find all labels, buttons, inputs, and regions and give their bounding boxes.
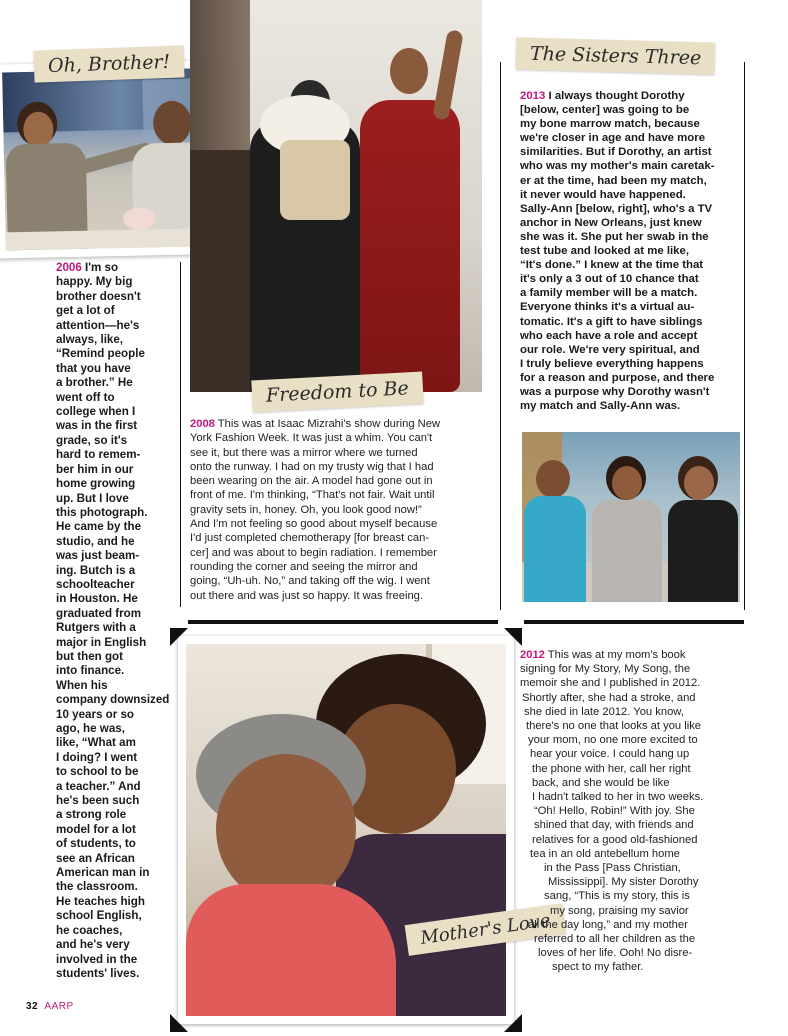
text-line: graduated from bbox=[56, 606, 142, 620]
text-line: er at the time, had been my match, bbox=[520, 174, 707, 187]
text-line: get a lot of bbox=[56, 304, 115, 318]
text-line: see an African bbox=[56, 851, 135, 865]
sisters-tape-label: The Sisters Three bbox=[516, 37, 716, 74]
text-line: up. But I love bbox=[56, 491, 129, 505]
text-line: major in English bbox=[56, 635, 147, 649]
text-line: company downsized bbox=[56, 693, 170, 707]
text-line: studio, and he bbox=[56, 534, 135, 548]
text-line: gravity sets in, honey. Oh, you look good now!” bbox=[190, 503, 422, 516]
text-line: American man in bbox=[56, 866, 150, 880]
column-rule-far-right bbox=[744, 62, 745, 610]
text-line: happy. My big bbox=[56, 275, 133, 289]
text-line: always, like, bbox=[56, 333, 124, 347]
text-line: [below, center] was going to be bbox=[520, 104, 690, 117]
text-line: “It's done.” I knew at the time that bbox=[520, 259, 704, 272]
text-line: When his bbox=[56, 678, 108, 692]
text-line: into finance. bbox=[56, 664, 125, 678]
oh-brother-year: 2006 bbox=[56, 261, 82, 274]
text-line: our role. We're very spiritual, and bbox=[520, 343, 700, 356]
text-line: see it, but there was a mirror where we turned bbox=[190, 446, 418, 459]
freedom-year: 2008 bbox=[190, 418, 215, 430]
text-line: back, and she would be like bbox=[532, 776, 670, 789]
text-line: tomatic. It's a gift to have siblings bbox=[520, 315, 703, 328]
text-line: he coaches, bbox=[56, 923, 123, 937]
text-line: I hadn't talked to her in two weeks. bbox=[532, 791, 704, 804]
text-line: been wearing on the air. A model had gone out in bbox=[190, 475, 433, 488]
text-line: we're closer in age and have more bbox=[520, 132, 706, 145]
section-rule-right bbox=[524, 620, 744, 624]
text-line: she died in late 2012. You know, bbox=[524, 705, 684, 718]
text-line: relatives for a good old-fashioned bbox=[532, 833, 698, 846]
text-line: attention—he's bbox=[56, 318, 140, 332]
text-line: grade, so it's bbox=[56, 433, 128, 447]
text-line: home growing bbox=[56, 477, 136, 491]
text-line: I'd just completed chemotherapy [for breast can- bbox=[190, 532, 430, 545]
text-line: going, “Uh-uh. No,” and taking off the wig. I went bbox=[190, 575, 430, 588]
text-line: cer] and was about to begin radiation. I remember bbox=[190, 546, 437, 559]
sisters-photo bbox=[522, 432, 740, 602]
text-line: in the Pass [Pass Christian, bbox=[544, 862, 681, 875]
text-line: she was it. She put her swab in the bbox=[520, 230, 709, 243]
sisters-text bbox=[520, 89, 742, 413]
mother-photo bbox=[186, 644, 506, 1016]
text-line: sang, “This is my story, this is bbox=[544, 890, 690, 903]
text-line: all the day long,” and my mother bbox=[528, 918, 688, 931]
text-line: spect to my father. bbox=[552, 961, 644, 974]
text-line: a teacher.” And bbox=[56, 779, 141, 793]
text-line: shined that day, with friends and bbox=[534, 819, 694, 832]
text-line: This was at my mom's book bbox=[547, 649, 686, 661]
freedom-tape-label: Freedom to Be bbox=[251, 372, 423, 413]
text-line: like, “What am bbox=[56, 736, 136, 750]
text-line: involved in the bbox=[56, 952, 138, 966]
text-line: to school to be bbox=[56, 765, 139, 779]
text-line: tea in an old antebellum home bbox=[530, 847, 680, 860]
text-line: I'm so bbox=[85, 261, 119, 274]
text-line: ago, he was, bbox=[56, 722, 125, 735]
freedom-text bbox=[190, 417, 495, 603]
text-line: was a purpose why Dorothy wasn't bbox=[520, 385, 710, 398]
text-line: “Remind people bbox=[56, 347, 145, 361]
text-line: it never would have happened. bbox=[520, 188, 686, 201]
page-number: 32 bbox=[26, 1001, 39, 1012]
text-line: college when I bbox=[56, 405, 136, 419]
text-line: Sally-Ann [below, right], who's a TV bbox=[520, 202, 713, 215]
text-line: This was at Isaac Mizrahi's show during New bbox=[217, 418, 441, 430]
text-line: York Fashion Week. It was just a whim. You can't bbox=[190, 432, 433, 445]
text-line: he's been such bbox=[56, 794, 140, 808]
text-line: anchor in New Orleans, just knew bbox=[520, 216, 702, 229]
freedom-photo bbox=[190, 0, 482, 392]
text-line: ber him in our bbox=[56, 462, 134, 476]
text-line: your mom, no one more excited to bbox=[528, 734, 698, 747]
text-line: who each have a role and accept bbox=[520, 329, 698, 342]
text-line: He teaches high bbox=[56, 894, 145, 908]
text-line: referred to all her children as the bbox=[534, 933, 696, 946]
mother-tape-label: Mother's Love bbox=[405, 903, 567, 956]
mother-text bbox=[520, 648, 740, 975]
text-line: test tube and looked at me like, bbox=[520, 245, 690, 258]
text-line: Shortly after, she had a stroke, and bbox=[522, 691, 696, 704]
oh-brother-tape-label: Oh, Brother! bbox=[33, 45, 184, 82]
text-line: it's only a 3 out of 10 chance that bbox=[520, 273, 699, 286]
text-line: ing. Butch is a bbox=[56, 563, 136, 577]
text-line: was in the first bbox=[56, 419, 138, 433]
text-line: this photograph. bbox=[56, 505, 148, 519]
oh-brother-column bbox=[56, 261, 176, 981]
text-line: 10 years or so bbox=[56, 707, 134, 721]
folio-brand: AARP bbox=[44, 1001, 74, 1012]
mother-year: 2012 bbox=[520, 649, 545, 661]
text-line: And I'm not feeling so good about myself because bbox=[190, 518, 438, 531]
text-line: hear your voice. I could hang up bbox=[530, 748, 690, 761]
oh-brother-text bbox=[56, 261, 176, 981]
text-line: model for a lot bbox=[56, 822, 136, 836]
text-line: was just beam- bbox=[56, 549, 140, 563]
text-line: hard to remem- bbox=[56, 448, 141, 462]
text-line: Everyone thinks it's a virtual au- bbox=[520, 301, 695, 314]
text-line: a family member will be a match. bbox=[520, 287, 698, 300]
column-rule-right bbox=[500, 62, 501, 610]
text-line: school English, bbox=[56, 909, 142, 923]
text-line: my match and Sally-Ann was. bbox=[520, 400, 681, 413]
text-line: went off to bbox=[56, 390, 115, 404]
text-line: for a reason and purpose, and there bbox=[520, 371, 715, 384]
text-line: in Houston. He bbox=[56, 592, 138, 606]
folio bbox=[26, 1001, 74, 1012]
text-line: “Oh! Hello, Robin!” With joy. She bbox=[534, 805, 695, 818]
text-line: Rutgers with a bbox=[56, 621, 136, 635]
text-line: the classroom. bbox=[56, 880, 138, 894]
text-line: but then got bbox=[56, 649, 123, 663]
text-line: my bone marrow match, because bbox=[520, 118, 700, 131]
text-line: that you have bbox=[56, 361, 131, 375]
text-line: I doing? I went bbox=[56, 750, 138, 764]
text-line: students' lives. bbox=[56, 966, 140, 980]
text-line: memoir she and I published in 2012. bbox=[520, 677, 701, 690]
text-line: out there and was just so happy. It was freeing. bbox=[190, 589, 423, 602]
text-line: He came by the bbox=[56, 520, 142, 534]
text-line: of students, to bbox=[56, 837, 136, 851]
text-line: the phone with her, call her right bbox=[532, 762, 691, 775]
text-line: brother doesn't bbox=[56, 289, 141, 303]
mother-photo-frame bbox=[178, 636, 514, 1024]
sisters-year: 2013 bbox=[520, 90, 546, 102]
text-line: rounding the corner and seeing the mirror and bbox=[190, 560, 418, 573]
text-line: my song, praising my savior bbox=[550, 904, 689, 917]
text-line: similarities. But if Dorothy, an artist bbox=[520, 146, 712, 159]
text-line: loves of her life. Ooh! No disre- bbox=[538, 947, 693, 960]
text-line: a brother.” He bbox=[56, 376, 133, 390]
text-line: and he's very bbox=[56, 938, 130, 952]
text-line: onto the runway. I had on my trusty wig that I had bbox=[190, 460, 434, 473]
column-rule-left bbox=[180, 262, 181, 607]
text-line: signing for My Story, My Song, the bbox=[520, 663, 691, 676]
text-line: schoolteacher bbox=[56, 577, 135, 591]
text-line: I truly believe everything happens bbox=[520, 357, 704, 370]
section-rule-center bbox=[188, 620, 498, 624]
text-line: a strong role bbox=[56, 808, 127, 822]
text-line: I always thought Dorothy bbox=[548, 90, 685, 102]
text-line: who was my mother's main caretak- bbox=[520, 160, 715, 173]
text-line: front of me. I'm thinking, “That's not fair. Wait until bbox=[190, 489, 435, 502]
text-line: Mississippi]. My sister Dorothy bbox=[548, 876, 699, 889]
text-line: there's no one that looks at you like bbox=[526, 720, 702, 733]
